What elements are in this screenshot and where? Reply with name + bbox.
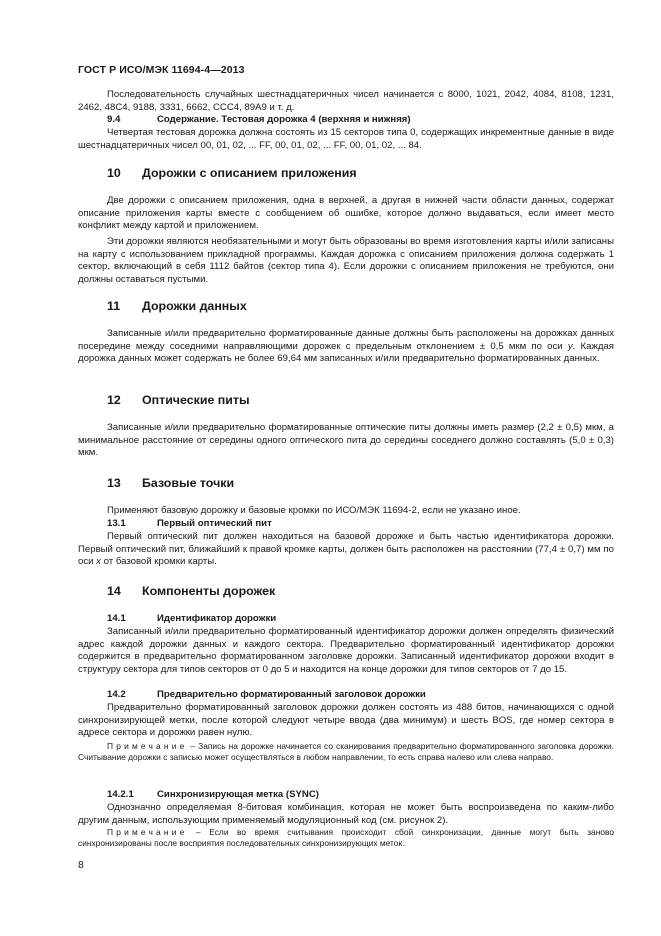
note-text: – Если во время считывания происходит сбой синхронизации, данные могут быть заново синхронизированы после восприятия последовательных синхронизирующих меток. — [78, 827, 614, 849]
subsection-heading-14-2 — [107, 689, 426, 702]
note-2 — [78, 827, 614, 849]
paragraph-10-2: Эти дорожки являются необязательными и могут быть образованы во время изготовления карты и/или записаны на карту с использованием прикладной программы. Каждая дорожка с описанием приложения должна содержать 1 сектор, включающий в себя 1112 байтов (сектор типа 4). Если дорожки с описанием приложения не требуются, они должны оставаться пустыми. — [78, 236, 614, 285]
document-header: ГОСТ Р ИСО/МЭК 11694-4—2013 — [78, 64, 245, 76]
section-number: 14 — [107, 584, 121, 598]
section-number: 11 — [107, 299, 121, 313]
section-heading-11 — [107, 299, 247, 313]
note-1 — [78, 741, 614, 763]
paragraph-9-4: Четвертая тестовая дорожка должна состоять из 15 секторов типа 0, содержащих инкрементные данные в виде шестнадцатеричных чисел 00, 01, 02, ... FF, 00, 01, 02, ... FF, 00, 01, 02, ... 84. — [78, 127, 614, 151]
section-heading-13 — [107, 476, 234, 490]
section-number: 10 — [107, 166, 121, 180]
section-title: Оптические питы — [142, 393, 250, 407]
paragraph-13: Применяют базовую дорожку и базовые кромки по ИСО/МЭК 11694-2, если не указано иное. — [107, 505, 521, 516]
subsection-heading-14-2-1 — [107, 789, 319, 802]
subsection-heading-9-4 — [107, 114, 411, 127]
paragraph-13-1-part-b: от базовой кромки карты. — [100, 556, 217, 568]
note-label: Примечание — [107, 741, 188, 751]
paragraph-13-1 — [78, 531, 614, 569]
paragraph-10-1: Две дорожки с описанием приложения, одна в верхней, а другая в нижней части области данных, содержат описание приложения карты вместе с сообщением об ошибке, которое должно выдаваться, если имеет место конфликт между картой и приложением. — [78, 195, 614, 232]
axis-variable-x: x — [96, 556, 101, 568]
paragraph-11 — [78, 328, 614, 366]
subsection-title: Первый оптический пит — [157, 518, 272, 529]
paragraph-13-1-part-a: Первый оптический пит должен находиться на базовой дорожке и быть частью идентификатора дорожки. Первый оптический пит, ближайший к правой кромке карты, должен быть расположен на расстоянии (77,4 ± 0,7) мм по оси — [78, 531, 614, 568]
paragraph-14-2: Предварительно форматированный заголовок дорожки должен состоять из 488 битов, начинающихся с одной синхронизирующей метки, после которой следуют четыре ввода (два минимум) и шесть BOS, где номер сектора в адресе сектора и дорожки равен нулю. — [78, 702, 614, 739]
section-heading-14 — [107, 584, 275, 598]
subsection-title: Идентификатор дорожки — [157, 613, 277, 624]
subsection-number: 14.2.1 — [107, 789, 134, 800]
subsection-number: 14.2 — [107, 689, 126, 700]
subsection-title: Синхронизирующая метка (SYNC) — [157, 789, 319, 800]
note-label: Примечание — [107, 827, 188, 837]
section-title: Дорожки с описанием приложения — [142, 166, 357, 180]
subsection-number: 14.1 — [107, 613, 126, 624]
axis-variable-y: y — [567, 340, 573, 352]
section-number: 13 — [107, 476, 121, 490]
note-text: – Запись на дорожке начинается со сканирования предварительно форматированного заголовка дорожки. Считывание дорожки с записью может осуществляться в любом направлении, то есть справа налево или слева направо. — [78, 741, 614, 763]
section-title: Базовые точки — [142, 476, 235, 490]
paragraph-12: Записанные и/или предварительно форматированные оптические питы должны иметь размер (2,2 ± 0,5) мкм, а минимальное расстояние от середины одного оптического пита до середины соседнего должно составлять (5,0 ± 0,3) мкм. — [78, 422, 614, 459]
subsection-number: 13.1 — [107, 518, 126, 529]
section-title: Компоненты дорожек — [142, 584, 276, 598]
paragraph-11-part-a: Записанные и/или предварительно форматированные данные должны быть расположены на дорожках данных посередине между соседними направляющими дорожек с предельным отклонением ± 0,5 мкм по оси — [78, 328, 614, 352]
section-heading-10 — [107, 166, 357, 180]
paragraph-11-part-b: . Каждая дорожка данных может содержать не более 69,64 мм записанных и/или предварительно форматированных данных. — [78, 340, 614, 365]
subsection-title: Предварительно форматированный заголовок дорожки — [157, 689, 426, 700]
section-heading-12 — [107, 393, 250, 407]
subsection-number: 9.4 — [107, 114, 121, 125]
section-number: 12 — [107, 393, 121, 407]
subsection-heading-13-1 — [107, 518, 272, 531]
subsection-heading-14-1 — [107, 613, 276, 626]
paragraph-14-2-1: Однозначно определяемая 8-битовая комбинация, которая не может быть воспроизведена по каким-либо другим данным, использующим применяемый модуляционный код (см. рисунок 2). — [78, 802, 614, 826]
page-number: 8 — [78, 859, 84, 871]
subsection-title: Содержание. Тестовая дорожка 4 (верхняя и нижняя) — [157, 114, 411, 125]
paragraph-14-1: Записанный и/или предварительно форматированный идентификатор дорожки должен определять физический адрес каждой дорожки данных и каждого сектора. Предварительно форматированный идентификатор дорожки содержится в предварительно форматированном заголовке дорожки. Записанный идентификатор дорожки входит в структуру сектора для типов секторов от 0 до 5 и находится на конце дорожки для типов секторов от 7 до 15. — [78, 626, 614, 675]
section-title: Дорожки данных — [142, 299, 247, 313]
paragraph-random-sequence: Последовательность случайных шестнадцатеричных чисел начинается с 8000, 1021, 2042, 4084, 8108, 1231, 2462, 48C4, 9188, 3331, 6662, CCC4, 89A9 и т. д. — [78, 89, 614, 113]
